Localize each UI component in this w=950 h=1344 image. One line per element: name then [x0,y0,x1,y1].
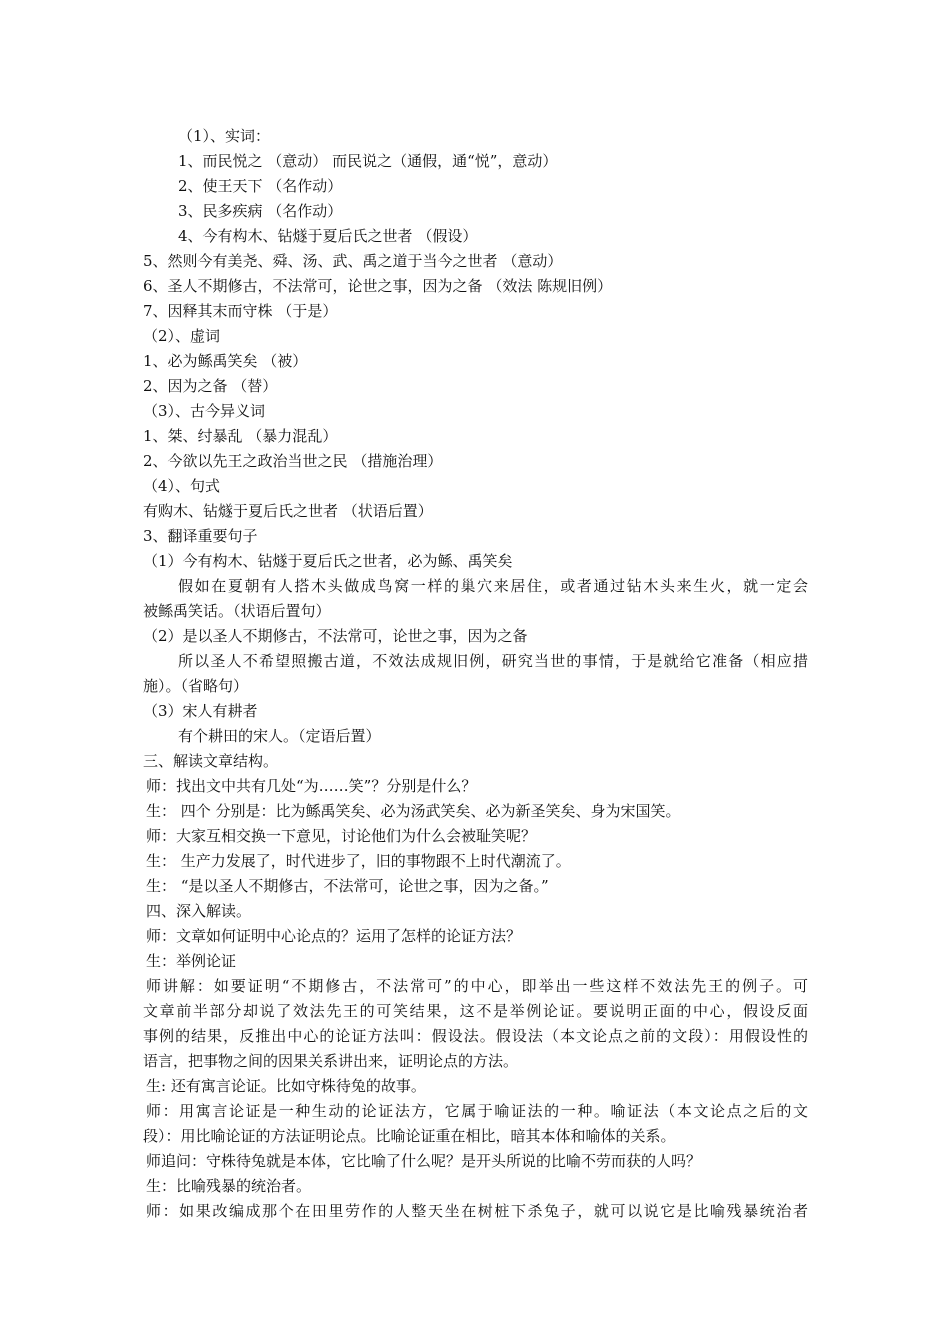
text-line: 师：文章如何证明中心论点的？运用了怎样的论证方法？ [146,927,522,945]
text-line: （2）是以圣人不期修古，不法常可，论世之事，因为之备 [143,627,528,645]
text-line: 三、解读文章结构。 [143,752,279,770]
text-line: 2、今欲以先王之政治当世之民 （措施治理） [143,452,443,470]
text-line: 3、翻译重要句子 [143,527,258,545]
text-line: 师：大家互相交换一下意见，讨论他们为什么会被耻笑呢？ [146,827,537,845]
text-line: 施）。（省略句） [143,677,249,695]
text-line: 假如在夏朝有人搭木头做成鸟窝一样的巢穴来居住，或者通过钻木头来生火，就一定会 [178,577,808,595]
text-line: 语言，把事物之间的因果关系讲出来，证明论点的方法。 [143,1052,519,1070]
text-line: （2）、虚词 [143,327,221,345]
text-line: 6、圣人不期修古，不法常可，论世之事，因为之备 （效法 陈规旧例） [143,277,613,295]
text-line: 所以圣人不希望照搬古道，不效法成规旧例，研究当世的事情，于是就给它准备（相应措 [178,652,808,670]
text-line: 2、因为之备 （替） [143,377,278,395]
text-line: 7、因释其末而守株 （于是） [143,302,338,320]
text-line: 师：找出文中共有几处“为……笑”？分别是什么？ [146,777,477,795]
text-line: 事例的结果，反推出中心的论证方法叫：假设法。假设法（本文论点之前的文段）：用假设性的 [143,1027,808,1045]
text-line: 4、今有构木、钻燧于夏后氏之世者 （假设） [178,227,478,245]
text-line: 四、深入解读。 [146,902,252,920]
text-line: 3、民多疾病 （名作动） [178,202,343,220]
text-line: 师讲解：如要证明“不期修古，不法常可”的中心，即举出一些这样不效法先王的例子。可 [146,977,808,995]
text-line: （1）今有构木、钻燧于夏后氏之世者，必为鲧、禹笑矣 [143,552,513,570]
text-line: 师：如果改编成那个在田里劳作的人整天坐在树桩下杀兔子，就可以说它是比喻残暴统治者 [146,1202,808,1220]
text-line: 生： 四个 分别是：比为鲧禹笑矣、必为汤武笑矣、必为新圣笑矣、身为宋国笑。 [146,802,681,820]
text-line: 师：用寓言论证是一种生动的论证法方，它属于喻证法的一种。喻证法（本文论点之后的文 [146,1102,808,1120]
text-line: 师追问：守株待兔就是本体，它比喻了什么呢？是开头所说的比喻不劳而获的人吗？ [146,1152,702,1170]
text-line: （3）宋人有耕者 [143,702,258,720]
text-line: 文章前半部分却说了效法先王的可笑结果，这不是举例论证。要说明正面的中心，假设反面 [143,1002,808,1020]
text-line: 5、然则今有美尧、舜、汤、武、禹之道于当今之世者 （意动） [143,252,563,270]
text-line: 2、使王天下 （名作动） [178,177,343,195]
text-line: 有购木、钻燧于夏后氏之世者 （状语后置） [143,502,433,520]
text-line: 生：比喻残暴的统治者。 [146,1177,312,1195]
text-line: 生：举例论证 [146,952,237,970]
text-line: （4）、句式 [143,477,221,495]
text-line: 段）：用比喻论证的方法证明论点。比喻论证重在相比，暗其本体和喻体的关系。 [143,1127,676,1145]
text-line: 1、必为鲧禹笑矣 （被） [143,352,308,370]
text-line: 有个耕田的宋人。（定语后置） [178,727,381,745]
text-line: 生： 生产力发展了，时代进步了，旧的事物跟不上时代潮流了。 [146,852,571,870]
text-line: （1）、实词： [178,127,271,145]
text-line: 1、而民悦之 （意动） 而民说之（通假，通“悦”，意动） [178,152,558,170]
text-line: 生： “是以圣人不期修古，不法常可，论世之事，因为之备。” [146,877,549,895]
text-line: （3）、古今异义词 [143,402,266,420]
text-line: 1、桀、纣暴乱 （暴力混乱） [143,427,338,445]
text-line: 生: 还有寓言论证。比如守株待兔的故事。 [146,1077,426,1095]
text-line: 被鲧禹笑话。（状语后置句） [143,602,331,620]
